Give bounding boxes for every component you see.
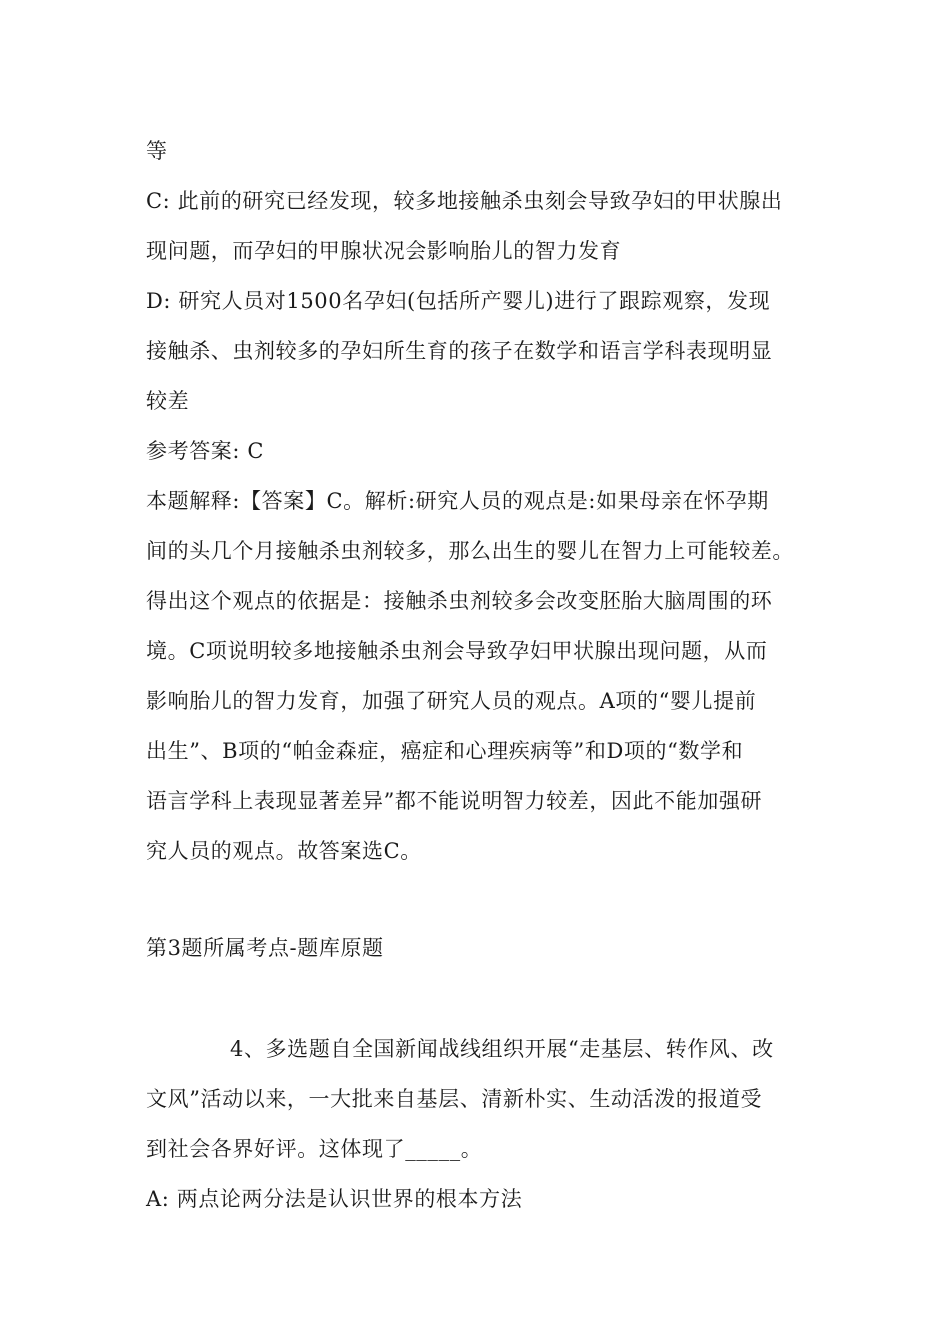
explanation-line: 本题解释:【答案】C。解析:研究人员的观点是:如果母亲在怀孕期 [146,489,769,513]
option-d-line-3: 较差 [146,389,190,413]
explanation-line: 境。C项说明较多地接触杀虫剂会导致孕妇甲状腺出现问题，从而 [146,639,768,663]
section-note: 第3题所属考点-题库原题 [146,936,384,960]
option-c-line-2: 现问题，而孕妇的甲腺状况会影响胎儿的智力发育 [146,239,622,263]
explanation-line: 出生”、B项的“帕金森症，癌症和心理疾病等”和D项的“数学和 [146,739,744,763]
option-c-line-1: C: 此前的研究已经发现，较多地接触杀虫刻会导致孕妇的甲状腺出 [146,189,783,213]
reference-answer: 参考答案: C [146,439,265,463]
question-4-stem-line-1: 4、多选题自全国新闻战线组织开展“走基层、转作风、改 [230,1037,774,1061]
option-d-line-2: 接触杀、虫剂较多的孕妇所生育的孩子在数学和语言学科表现明显 [146,339,773,363]
explanation-line: 语言学科上表现显著差异”都不能说明智力较差，因此不能加强研 [146,789,763,813]
explanation-line: 究人员的观点。故答案选C。 [146,839,422,863]
option-tail-text: 等 [146,139,168,163]
option-d-line-1: D: 研究人员对1500名孕妇(包括所产婴儿)进行了跟踪观察，发现 [146,289,771,313]
explanation-line: 得出这个观点的依据是：接触杀虫剂较多会改变胚胎大脑周围的环 [146,589,773,613]
question-4-stem-line-3: 到社会各界好评。这体现了_____。 [146,1137,483,1161]
explanation-line: 影响胎儿的智力发育，加强了研究人员的观点。A项的“婴儿提前 [146,689,757,713]
explanation-line: 间的头几个月接触杀虫剂较多，那么出生的婴儿在智力上可能较差。 [146,539,794,563]
question-4-stem-line-2: 文风”活动以来，一大批来自基层、清新朴实、生动活泼的报道受 [146,1087,763,1111]
question-4-option-a: A: 两点论两分法是认识世界的根本方法 [146,1187,523,1211]
